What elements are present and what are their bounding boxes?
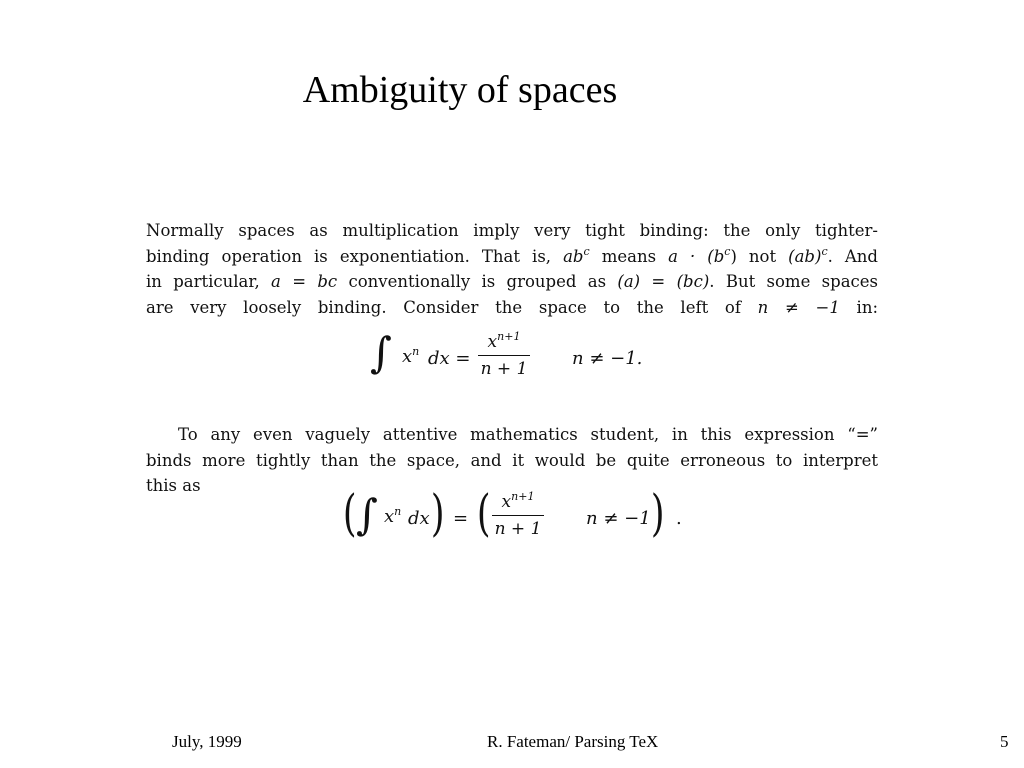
footer-date: July, 1999 [172, 732, 242, 751]
eq2-condition: n ≠ −1 [586, 508, 651, 529]
slide-title: Ambiguity of spaces [302, 69, 618, 111]
footer-page-number: 5 [1000, 732, 1009, 751]
para2-line3: this as [146, 476, 201, 495]
left-paren-2: ( [476, 484, 491, 542]
left-paren-1: ( [342, 484, 357, 542]
footer-author: R. Fateman/ Parsing TeX [487, 732, 659, 751]
integral-sign: ∫ [370, 328, 392, 377]
right-paren-2: ) [650, 484, 665, 542]
para2-line1: To any even vaguely attentive mathematics student, in this expression “=” [178, 425, 878, 444]
eq2-integrand: $x^n$ [384, 505, 402, 527]
eq1-fraction: $x^{n+1}$ n + 1 [478, 332, 530, 379]
eq2-fraction: $x^{n+1}$ n + 1 [492, 492, 544, 539]
para2-line2: binds more tightly than the space, and it would be quite erroneous to interpret [146, 450, 878, 470]
para1-line2: binding operation is exponentiation. That is, $ab^c$ means $a \cdot (b^c)$ not (ab)$^c$. And [146, 244, 878, 266]
paragraph-intro [146, 218, 878, 320]
eq2-period: . [676, 508, 682, 529]
right-paren-1: ) [430, 484, 445, 542]
eq1-integrand: $x^n$ [402, 345, 420, 367]
eq1-dx: dx = [428, 348, 471, 369]
eq2-equals: = [453, 508, 469, 529]
eq1-condition: n ≠ −1. [572, 348, 643, 369]
eq2-dx: dx [408, 508, 430, 529]
integral-sign-2: ∫ [356, 490, 378, 539]
para1-line4: are very loosely binding. Consider the space to the left of n ≠ −1 in: [146, 297, 879, 317]
equation-parenthesized [340, 484, 700, 550]
para1-line1: Normally spaces as multiplication imply very tight binding: the only tighter- [146, 221, 878, 240]
equation-integral [370, 330, 670, 390]
para1-line3: in particular, a = bc conventionally is grouped as (a) = (bc). But some spaces [146, 272, 879, 291]
